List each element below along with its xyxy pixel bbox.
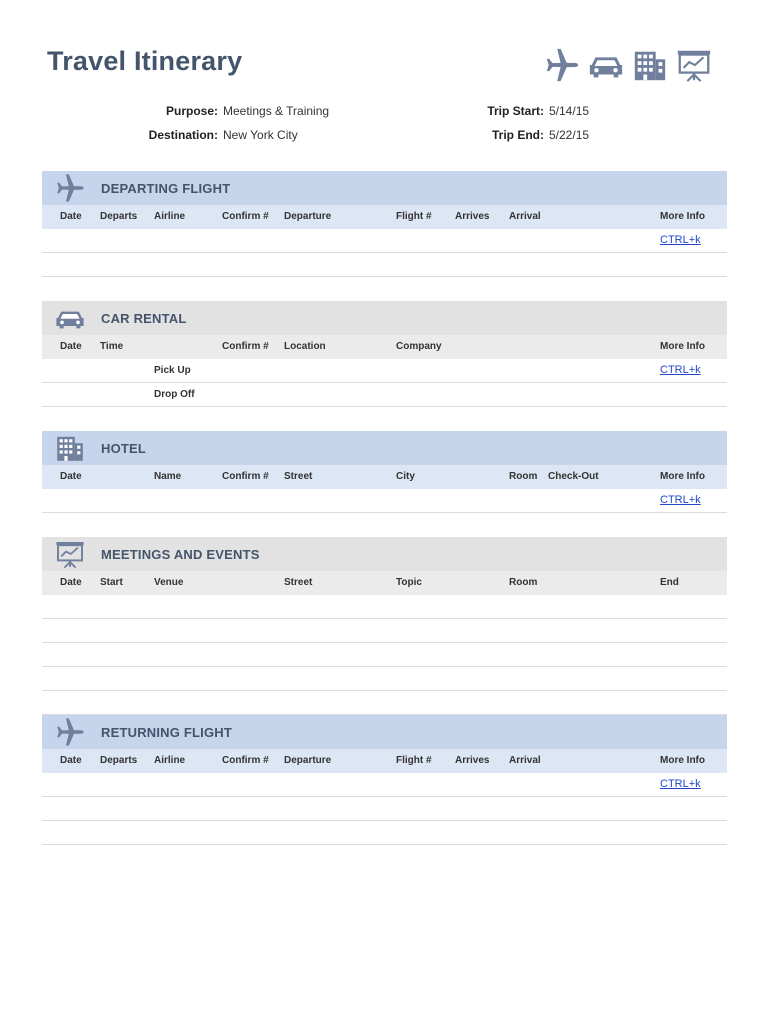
col-more-info: More Info: [660, 471, 705, 482]
col-confirm: Confirm #: [222, 211, 269, 222]
trip-end-label: Trip End:: [492, 128, 544, 142]
purpose-label: Purpose:: [165, 104, 218, 118]
trip-end-value: 5/22/15: [549, 128, 590, 142]
col-city: City: [396, 471, 415, 482]
table-row[interactable]: [42, 595, 727, 619]
col-street: Street: [284, 471, 313, 482]
column-header-row: [42, 749, 727, 773]
hotel-icon: [631, 46, 669, 84]
column-header-row: [42, 205, 727, 229]
col-departure: Departure: [284, 755, 332, 766]
col-more-info: More Info: [660, 341, 705, 352]
table-row[interactable]: [42, 643, 727, 667]
col-airline: Airline: [154, 755, 186, 766]
col-departure: Departure: [284, 211, 332, 222]
col-arrival: Arrival: [509, 755, 541, 766]
col-departs: Departs: [100, 211, 138, 222]
col-date: Date: [60, 471, 82, 482]
section-header: [42, 301, 727, 335]
destination-value: New York City: [223, 128, 298, 142]
col-check-out: Check-Out: [548, 471, 599, 482]
section-header: [42, 171, 727, 205]
more-info-link[interactable]: CTRL+k: [660, 494, 701, 506]
col-more-info: More Info: [660, 755, 705, 766]
col-date: Date: [60, 341, 82, 352]
section-title: DEPARTING FLIGHT: [101, 180, 231, 196]
table-row[interactable]: [42, 229, 727, 253]
section-header: [42, 715, 727, 749]
section-title: HOTEL: [101, 440, 147, 456]
col-confirm: Confirm #: [222, 755, 269, 766]
col-confirm: Confirm #: [222, 471, 269, 482]
col-room: Room: [509, 471, 538, 482]
table-row[interactable]: [42, 667, 727, 691]
col-name: Name: [154, 471, 182, 482]
table-row[interactable]: [42, 619, 727, 643]
presentation-icon: [675, 46, 713, 84]
col-end: End: [660, 577, 679, 588]
meetings-section: [42, 537, 727, 715]
header-icons: [543, 46, 713, 84]
more-info-link[interactable]: CTRL+k: [660, 364, 701, 376]
airplane-icon: [543, 46, 581, 84]
section-header: [42, 431, 727, 465]
col-arrival: Arrival: [509, 211, 541, 222]
column-header-row: [42, 335, 727, 359]
section-title: RETURNING FLIGHT: [101, 724, 233, 740]
table-row[interactable]: [42, 773, 727, 797]
col-date: Date: [60, 577, 82, 588]
departing-flight-section: [42, 171, 727, 277]
airplane-icon: [50, 715, 90, 749]
col-street: Street: [284, 577, 313, 588]
airplane-icon: [50, 171, 90, 205]
more-info-link[interactable]: CTRL+k: [660, 778, 701, 790]
section-title: MEETINGS AND EVENTS: [101, 546, 260, 562]
table-row[interactable]: [42, 797, 727, 821]
destination-label: Destination:: [148, 128, 218, 142]
section-title: CAR RENTAL: [101, 310, 187, 326]
car-icon: [587, 46, 625, 84]
hotel-section: [42, 431, 727, 513]
col-departs: Departs: [100, 755, 138, 766]
col-company: Company: [396, 341, 442, 352]
trip-start-value: 5/14/15: [549, 104, 590, 118]
col-time: Time: [100, 341, 124, 352]
table-row[interactable]: [42, 383, 727, 407]
col-flight: Flight #: [396, 211, 432, 222]
col-topic: Topic: [396, 577, 422, 588]
hotel-icon: [50, 431, 90, 465]
col-venue: Venue: [154, 577, 184, 588]
column-header-row: [42, 465, 727, 489]
col-date: Date: [60, 755, 82, 766]
col-start: Start: [100, 577, 123, 588]
table-row[interactable]: [42, 253, 727, 277]
page-title: Travel Itinerary: [47, 46, 243, 76]
more-info-link[interactable]: CTRL+k: [660, 234, 701, 246]
col-more-info: More Info: [660, 211, 705, 222]
section-header: [42, 537, 727, 571]
purpose-value: Meetings & Training: [223, 104, 330, 118]
drop-off-label: Drop Off: [154, 389, 195, 400]
trip-start-label: Trip Start:: [487, 104, 544, 118]
col-flight: Flight #: [396, 755, 432, 766]
column-header-row: [42, 571, 727, 595]
col-confirm: Confirm #: [222, 341, 269, 352]
returning-flight-section: [42, 715, 727, 845]
table-row[interactable]: [42, 489, 727, 513]
col-location: Location: [284, 341, 326, 352]
table-row[interactable]: [42, 691, 727, 715]
presentation-icon: [50, 537, 90, 571]
col-date: Date: [60, 211, 82, 222]
col-arrives: Arrives: [455, 211, 490, 222]
col-arrives: Arrives: [455, 755, 490, 766]
car-icon: [50, 301, 90, 335]
col-room: Room: [509, 577, 538, 588]
table-row[interactable]: [42, 359, 727, 383]
table-row[interactable]: [42, 821, 727, 845]
col-airline: Airline: [154, 211, 186, 222]
car-rental-section: [42, 301, 727, 407]
pick-up-label: Pick Up: [154, 365, 191, 376]
